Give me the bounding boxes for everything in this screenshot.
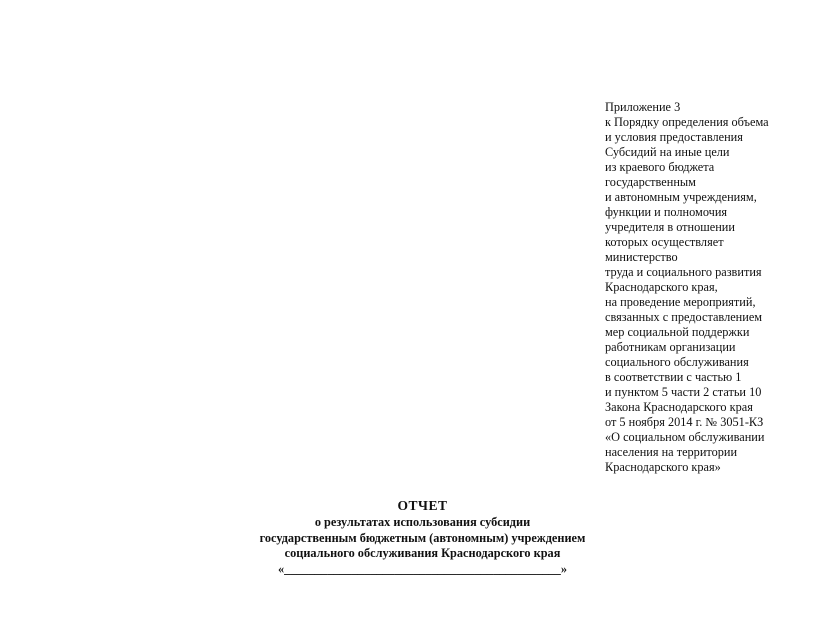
annex-line: к Порядку определения объема [605,115,769,129]
annex-line: «О социальном обслуживании [605,430,765,444]
annex-block [605,100,825,475]
annex-line: от 5 ноября 2014 г. № 3051-КЗ [605,415,764,429]
institution-name-blank: «_____________________________________________» [278,561,567,576]
annex-line: работникам организации [605,340,736,354]
annex-line: Краснодарского края» [605,460,721,474]
annex-line: из краевого бюджета [605,160,715,174]
report-subtitle-line: социального обслуживания Краснодарского края [284,546,561,560]
annex-line: на проведение мероприятий, [605,295,756,309]
report-subtitle-line: государственным бюджетным (автономным) учреждением [259,530,586,545]
annex-line: в соответствии с частью 1 [605,370,742,384]
annex-line: и пунктом 5 части 2 статьи 10 [605,385,762,399]
annex-line: функции и полномочия [605,205,728,219]
annex-line: учредителя в отношении [605,220,735,234]
annex-line: Закона Краснодарского края [605,400,753,414]
annex-line: государственным [605,175,696,189]
annex-line: и условия предоставления [605,130,743,144]
annex-line: социального обслуживания [605,355,749,369]
annex-line: и автономным учреждениям, [605,190,757,204]
report-subtitle-line: о результатах использования субсидии [314,515,531,529]
annex-line: населения на территории [605,445,738,459]
annex-line: Субсидий на иные цели [605,145,730,159]
annex-line: Краснодарского края, [605,280,718,294]
annex-line: мер социальной поддержки [605,325,750,339]
annex-line: Приложение 3 [605,100,681,114]
annex-line: министерство [605,250,678,264]
report-title-block [200,497,645,577]
annex-line: труда и социального развития [605,265,762,279]
report-heading: ОТЧЕТ [397,498,448,513]
annex-line: которых осуществляет [605,235,724,249]
annex-line: связанных с предоставлением [605,310,763,324]
